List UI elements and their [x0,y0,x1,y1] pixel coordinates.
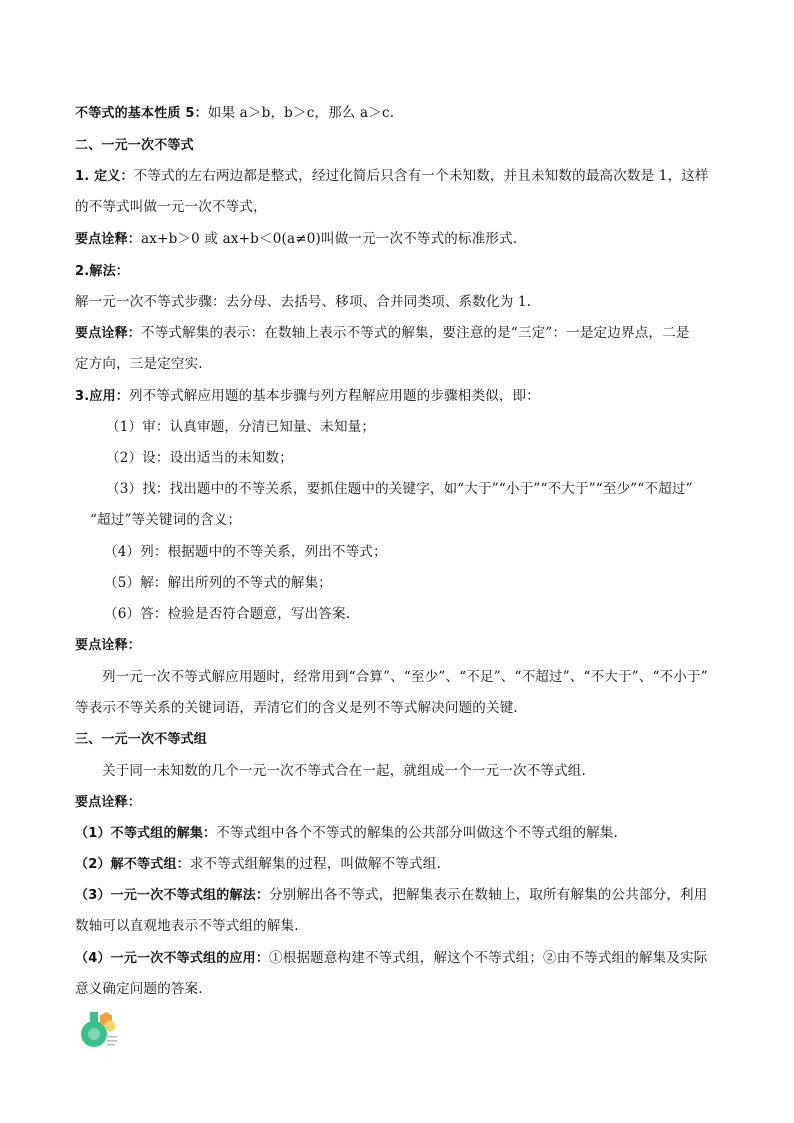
line-text: 列不等式解应用题的基本步骤与列方程解应用题的步骤相类似，即： [128,388,540,404]
key-note-heading-2 [75,792,141,813]
line-text: 不等式组中各个不等式的解集的公共部分叫做这个不等式组的解集. [216,825,619,841]
note-4 [75,948,707,969]
key-note-paragraph [102,667,708,687]
line-text: ax+b＞0 或 ax+b＜0(a≠0)叫做一元一次不等式的标准形式. [141,231,518,247]
key-note-number-line [75,323,690,344]
bold-label: （1）不等式组的解集： [75,826,217,841]
line-text: 解一元一次不等式步骤：去分母、去括号、移项、合并同类项、系数化为 1. [75,294,532,310]
note-3-cont [75,916,299,936]
line-text: 的不等式叫做一元一次不等式， [75,199,267,215]
property-5-line [75,103,394,124]
step-2 [106,448,293,468]
step-3-cont [90,510,241,530]
bold-label: 2.解法： [75,264,129,279]
decor-line [107,1036,117,1038]
section-3-heading [75,729,207,750]
note-4-cont [75,979,203,999]
flask-logo-icon [76,1006,120,1050]
bold-label: 不等式的基本性质 5： [75,106,208,121]
application-heading [75,386,540,407]
key-note-standard-form [75,229,517,250]
decor-line [107,1044,115,1046]
section-2-heading [75,135,194,156]
bold-label: （3）一元一次不等式组的解法： [75,888,270,903]
key-note-paragraph-cont [75,698,518,718]
line-text: 定方向，三是定空实. [75,356,203,372]
line-text: （5）解：解出所列的不等式的解集； [104,575,332,591]
note-3 [75,885,707,906]
step-6 [104,604,350,624]
bold-label: （4）一元一次不等式组的应用： [75,951,270,966]
bold-label: 要点诠释： [75,795,142,810]
bold-label: 要点诠释： [75,326,142,341]
line-text: ①根据题意构建不等式组，解这个不等式组；②由不等式组的解集及实际 [269,950,708,966]
line-text: 不等式解集的表示：在数轴上表示不等式的解集，要注意的是“三定”：一是定边界点，二是 [141,325,690,341]
solution-steps [75,292,531,313]
step-3 [106,479,693,499]
solution-heading [75,261,129,282]
flask-highlight [88,1028,100,1040]
line-text: （1）审：认真审题，分清已知量、未知量； [106,419,376,435]
line-text: 分别解出各不等式，把解集表示在数轴上，取所有解集的公共部分，利用 [269,887,708,903]
line-text: （2）设：设出适当的未知数； [106,450,293,466]
definition-line-cont [75,197,267,218]
line-text: 等表示不等关系的关键词语，弄清它们的含义是列不等式解决问题的关键. [75,700,518,716]
bold-label: 二、一元一次不等式 [75,138,194,153]
line-text: （6）答：检验是否符合题意，写出答案. [104,606,351,622]
bold-label: 3.应用： [75,389,129,404]
line-text: 如果 a＞b，b＞c，那么 a＞c. [207,105,395,121]
note-1 [75,823,618,844]
system-definition [102,761,586,781]
line-text: 不等式的左右两边都是整式，经过化简后只含有一个未知数，并且未知数的最高次数是 1，这样 [133,168,709,184]
line-text: 求不等式组解集的过程，叫做解不等式组. [189,856,441,872]
line-text: （3）找：找出题中的不等关系，要抓住题中的关键字，如“大于”“小于”“不大于”“至少”“不超过” [106,481,693,497]
step-4 [104,542,387,562]
bold-label: （2）解不等式组： [75,857,190,872]
key-note-number-line-cont [75,354,203,375]
step-1 [106,417,375,437]
bold-label: 要点诠释： [75,638,142,653]
bold-label: 1. 定义： [75,169,134,184]
definition-line [75,166,709,187]
line-text: （4）列：根据题中的不等关系，列出不等式； [104,544,387,560]
line-text: 关于同一未知数的几个一元一次不等式合在一起，就组成一个一元一次不等式组. [102,763,586,779]
line-text: “超过”等关键词的含义； [90,512,242,528]
key-note-heading [75,635,141,656]
line-text: 意义确定问题的答案. [75,981,203,997]
decor-line [107,1040,117,1042]
bold-label: 要点诠释： [75,232,142,247]
bold-label: 三、一元一次不等式组 [75,732,208,747]
step-5 [104,573,332,593]
line-text: 数轴可以直观地表示不等式组的解集. [75,918,299,934]
line-text: 列一元一次不等式解应用题时，经常用到“合算”、“至少”、“不足”、“不超过”、“不大于”、“不小于” [102,669,708,685]
note-2 [75,854,441,875]
